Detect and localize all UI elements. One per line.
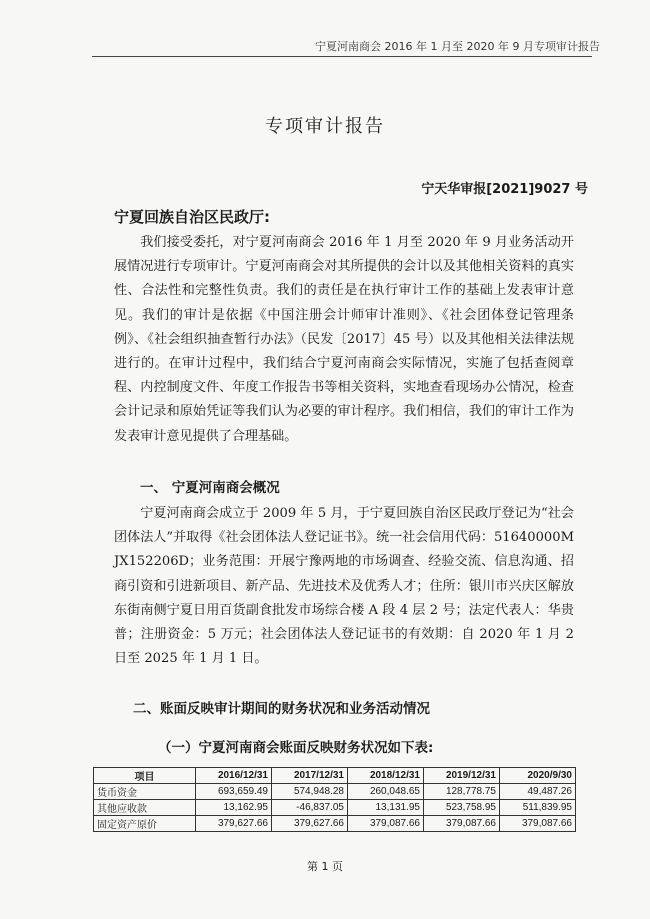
overview-paragraph: 宁夏河南商会成立于 2009 年 5 月，于宁夏回族自治区民政厅登记为“社会团体法人”并取得《社会团体法人登记证书》。统一社会信用代码：51640000MJX152206D；业务范围：开展宁豫两地的市场调查、经验交流、信息沟通、招商引资和引进新项目、新产品、先进技术及优秀人才；住所：银川市兴庆区解放东街南侧宁夏日用百货副食批发市场综合楼 A 段 4 层 2 号；法定代表人：华贵普；注册资金：5 万元；社会团体法人登记证书的有效期：自 2020 年 1 月 2 日至 2025 年 1 月 1 日。 (114, 506, 574, 667)
table-row (94, 800, 576, 816)
page-number: 第 1 页 (307, 860, 343, 873)
table-cell: 379,087.66 (348, 816, 424, 832)
table-row (94, 784, 576, 800)
table-cell: 379,627.66 (272, 816, 348, 832)
table-cell: 523,758.95 (424, 800, 500, 816)
table-header-cell: 2017/12/31 (272, 768, 348, 784)
table-header-row (94, 768, 576, 784)
table-header-cell: 2019/12/31 (424, 768, 500, 784)
table-header-cell: 项目 (94, 768, 196, 784)
table-header-cell: 2020/9/30 (500, 768, 576, 784)
table-cell: 379,627.66 (196, 816, 272, 832)
section-heading-overview: 一、 宁夏河南商会概况 (140, 480, 280, 496)
table-cell: 128,778.75 (424, 784, 500, 800)
table-cell: 13,162.95 (196, 800, 272, 816)
table-header-cell: 2018/12/31 (348, 768, 424, 784)
page-title: 专项审计报告 (265, 116, 385, 137)
running-header: 宁夏河南商会 2016 年 1 月至 2020 年 9 月专项审计报告 (315, 40, 600, 53)
header-divider (92, 56, 592, 57)
table-cell: 其他应收款 (94, 800, 196, 816)
table-cell: 511,839.95 (500, 800, 576, 816)
section-heading-financials: 二、账面反映审计期间的财务状况和业务活动情况 (133, 701, 430, 717)
table-cell: 260,048.65 (348, 784, 424, 800)
table-cell: 固定资产原价 (94, 816, 196, 832)
table-cell: 49,487.26 (500, 784, 576, 800)
table-cell: 379,087.66 (424, 816, 500, 832)
table-cell: 574,948.28 (272, 784, 348, 800)
financial-table (93, 767, 576, 832)
table-cell: 379,087.66 (500, 816, 576, 832)
table-cell: 693,659.49 (196, 784, 272, 800)
table-cell: 13,131.95 (348, 800, 424, 816)
intro-paragraph: 我们接受委托，对宁夏河南商会 2016 年 1 月至 2020 年 9 月业务活动开展情况进行专项审计。宁夏河南商会对其所提供的会计以及其他相关资料的真实性、合法性和完整性负责。我们的责任是在执行审计工作的基础上发表审计意见。我们的审计是依据《中国注册会计师审计准则》、《社会团体登记管理条例》、《社会组织抽查暂行办法》（民发〔2017〕45 号）以及其他相关法律法规进行的。在审计过程中，我们结合宁夏河南商会实际情况，实施了包括查阅章程、内控制度文件、年度工作报告书等相关资料，实地查看现场办公情况，检查会计记录和原始凭证等我们认为必要的审计程序。我们相信，我们的审计工作为发表审计意见提供了合理基础。 (114, 235, 574, 444)
table-header-cell: 2016/12/31 (196, 768, 272, 784)
table-cell: -46,837.05 (272, 800, 348, 816)
subsection-heading-balance: （一）宁夏河南商会账面反映财务状况如下表: (158, 740, 434, 756)
financial-table-container (93, 767, 576, 832)
document-number: 宁天华审报[2021]9027 号 (421, 182, 588, 197)
table-row (94, 816, 576, 832)
table-cell: 货币资金 (94, 784, 196, 800)
addressee: 宁夏回族自治区民政厅: (114, 208, 270, 226)
